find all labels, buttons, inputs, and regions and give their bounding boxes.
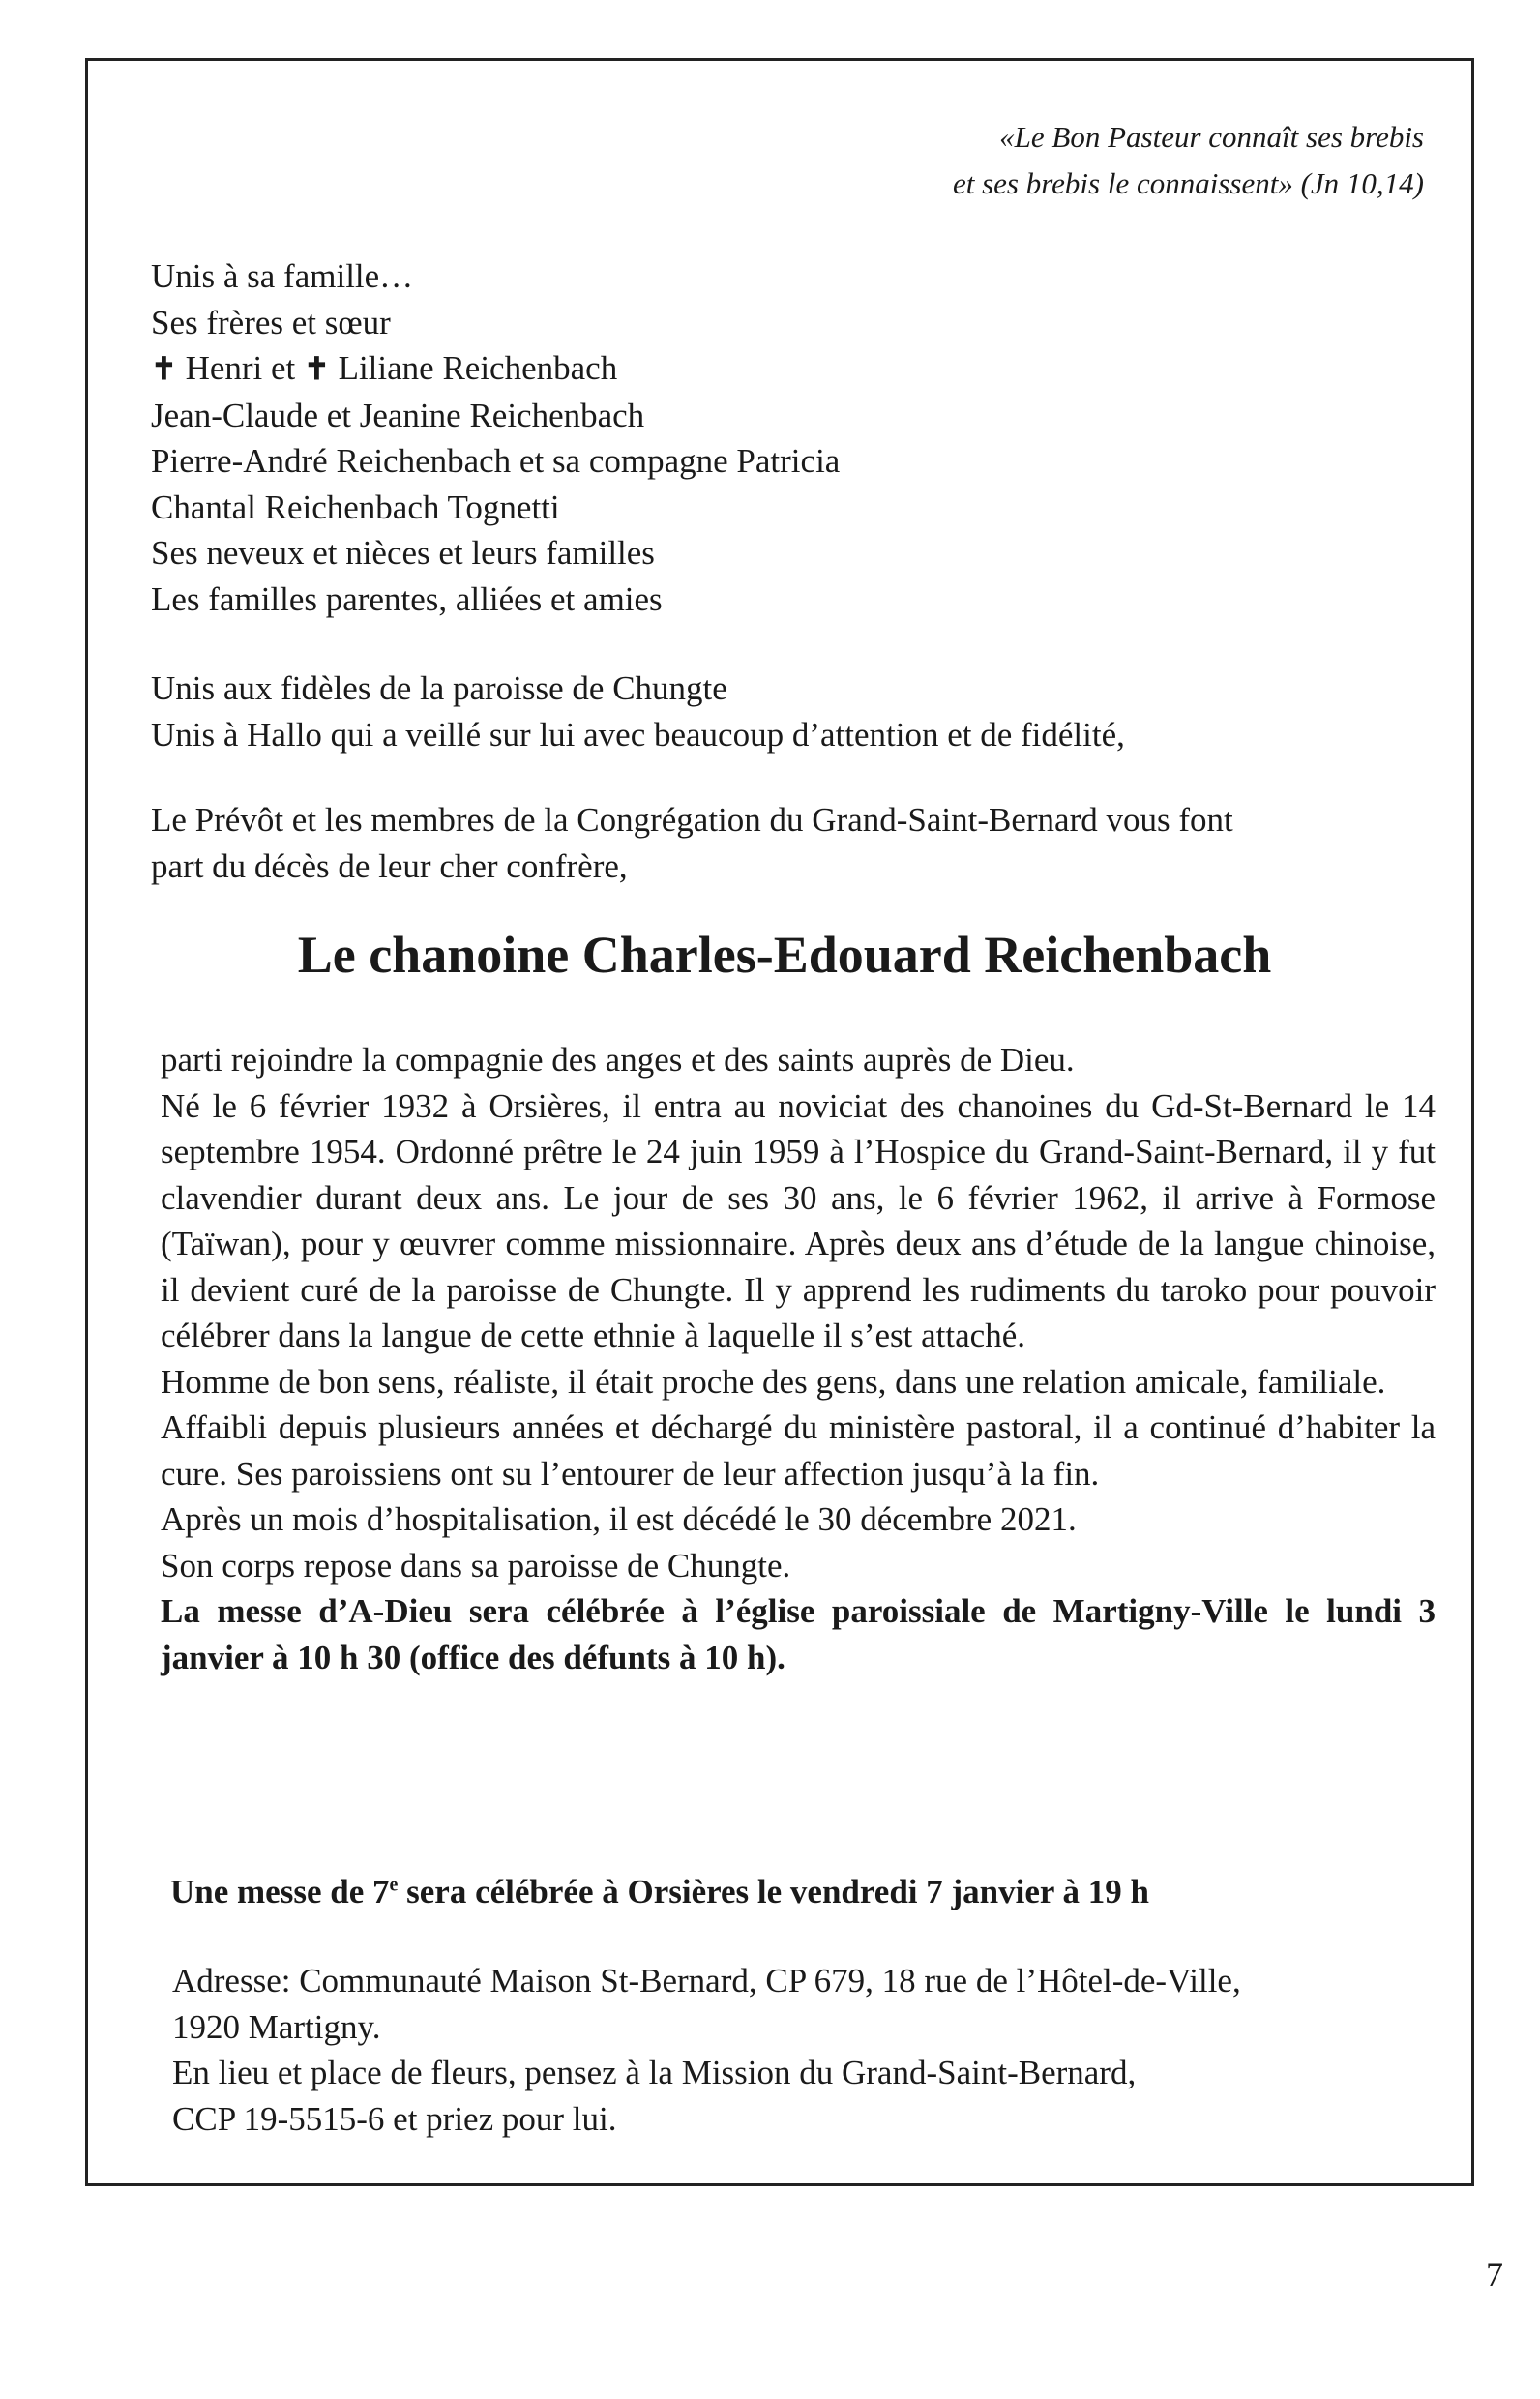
seventh-day-mass	[170, 1869, 1437, 1915]
epigraph-quote	[953, 114, 1424, 207]
faithful-line-2: Unis à Hallo qui a veillé sur lui avec beaucoup d’attention et de fidélité,	[151, 715, 1125, 754]
bio-paragraph: Né le 6 février 1932 à Orsières, il entra au noviciat des chanoines du Gd-St-Bernard le 14 septembre 1954. Ordonné prêtre le 24 juin 1959 à l’Hospice du Grand-Saint-Bernard, il y fut clavendier durant deux ans. Le jour de ses 30 ans, le 6 février 1962, il arrive à Formose (Taïwan), pour y œuvrer comme missionnaire. Après deux ans d’étude de la langue chinoise, il devient curé de la paroisse de Chungte. Il y apprend les rudiments du taroko pour pouvoir célébrer dans la langue de cette ethnie à laquelle il s’est attaché.	[161, 1086, 1436, 1354]
cross-icon: ✝	[151, 351, 177, 386]
bio-paragraph: Son corps repose dans sa paroisse de Chungte.	[161, 1546, 791, 1585]
address-line-3: En lieu et place de fleurs, pensez à la Mission du Grand-Saint-Bernard,	[172, 2054, 1137, 2091]
epigraph-line-2: et ses brebis le connaissent» (Jn 10,14)	[952, 166, 1424, 200]
siblings-heading: Ses frères et sœur	[151, 303, 391, 341]
bio-paragraph: parti rejoindre la compagnie des anges et des saints auprès de Dieu.	[161, 1041, 1075, 1079]
announcement-line-2: part du décès de leur cher confrère,	[151, 846, 628, 885]
address-block	[172, 1958, 1439, 2142]
bio-paragraph: Après un mois d’hospitalisation, il est décédé le 30 décembre 2021.	[161, 1500, 1077, 1538]
family-intro: Unis à sa famille…	[151, 257, 414, 295]
bio-paragraph: Affaibli depuis plusieurs années et déchargé du ministère pastoral, il a continué d’habiter la cure. Ses paroissiens ont su l’entourer de leur affection jusqu’à la fin.	[161, 1408, 1436, 1493]
deceased-siblings	[151, 345, 1437, 393]
faithful-section	[151, 666, 1437, 757]
seventh-mass-prefix: Une messe de 7	[170, 1873, 390, 1910]
deceased-sibling-1: Henri et	[185, 349, 296, 387]
funeral-announcement: La messe d’A-Dieu sera célébrée à l’église paroissiale de Martigny-Ville le lundi 3 janvier à 10 h 30 (office des défunts à 10 h).	[161, 1592, 1436, 1676]
bio-paragraph: Homme de bon sens, réaliste, il était proche des gens, dans une relation amicale, familiale.	[161, 1362, 1386, 1401]
family-line: Jean-Claude et Jeanine Reichenbach	[151, 396, 645, 434]
announcement	[151, 797, 1437, 889]
biography	[161, 1037, 1436, 1680]
family-list	[151, 253, 1437, 622]
deceased-name: Le chanoine Charles-Edouard Reichenbach	[297, 926, 1272, 984]
address-line-2: 1920 Martigny.	[172, 2007, 381, 2046]
cross-icon: ✝	[304, 351, 330, 386]
address-line-4: CCP 19-5515-6 et priez pour lui.	[172, 2099, 617, 2138]
address-line-1: Adresse: Communauté Maison St-Bernard, CP 679, 18 rue de l’Hôtel-de-Ville,	[172, 1962, 1241, 1999]
page-number: 7	[1486, 2255, 1503, 2294]
family-line: Chantal Reichenbach Tognetti	[151, 488, 560, 526]
seventh-mass-suffix: sera célébrée à Orsières le vendredi 7 janvier à 19 h	[398, 1873, 1150, 1910]
seventh-mass-superscript: e	[389, 1874, 399, 1896]
family-line: Les familles parentes, alliées et amies	[151, 579, 663, 618]
epigraph-line-1: «Le Bon Pasteur connaît ses brebis	[999, 120, 1424, 154]
deceased-sibling-2: Liliane Reichenbach	[338, 349, 618, 387]
family-line: Pierre-André Reichenbach et sa compagne Patricia	[151, 442, 841, 480]
announcement-line-1: Le Prévôt et les membres de la Congrégation du Grand-Saint-Bernard vous font	[151, 801, 1233, 839]
family-line: Ses neveux et nièces et leurs familles	[151, 534, 655, 572]
faithful-line-1: Unis aux fidèles de la paroisse de Chungte	[151, 669, 727, 707]
